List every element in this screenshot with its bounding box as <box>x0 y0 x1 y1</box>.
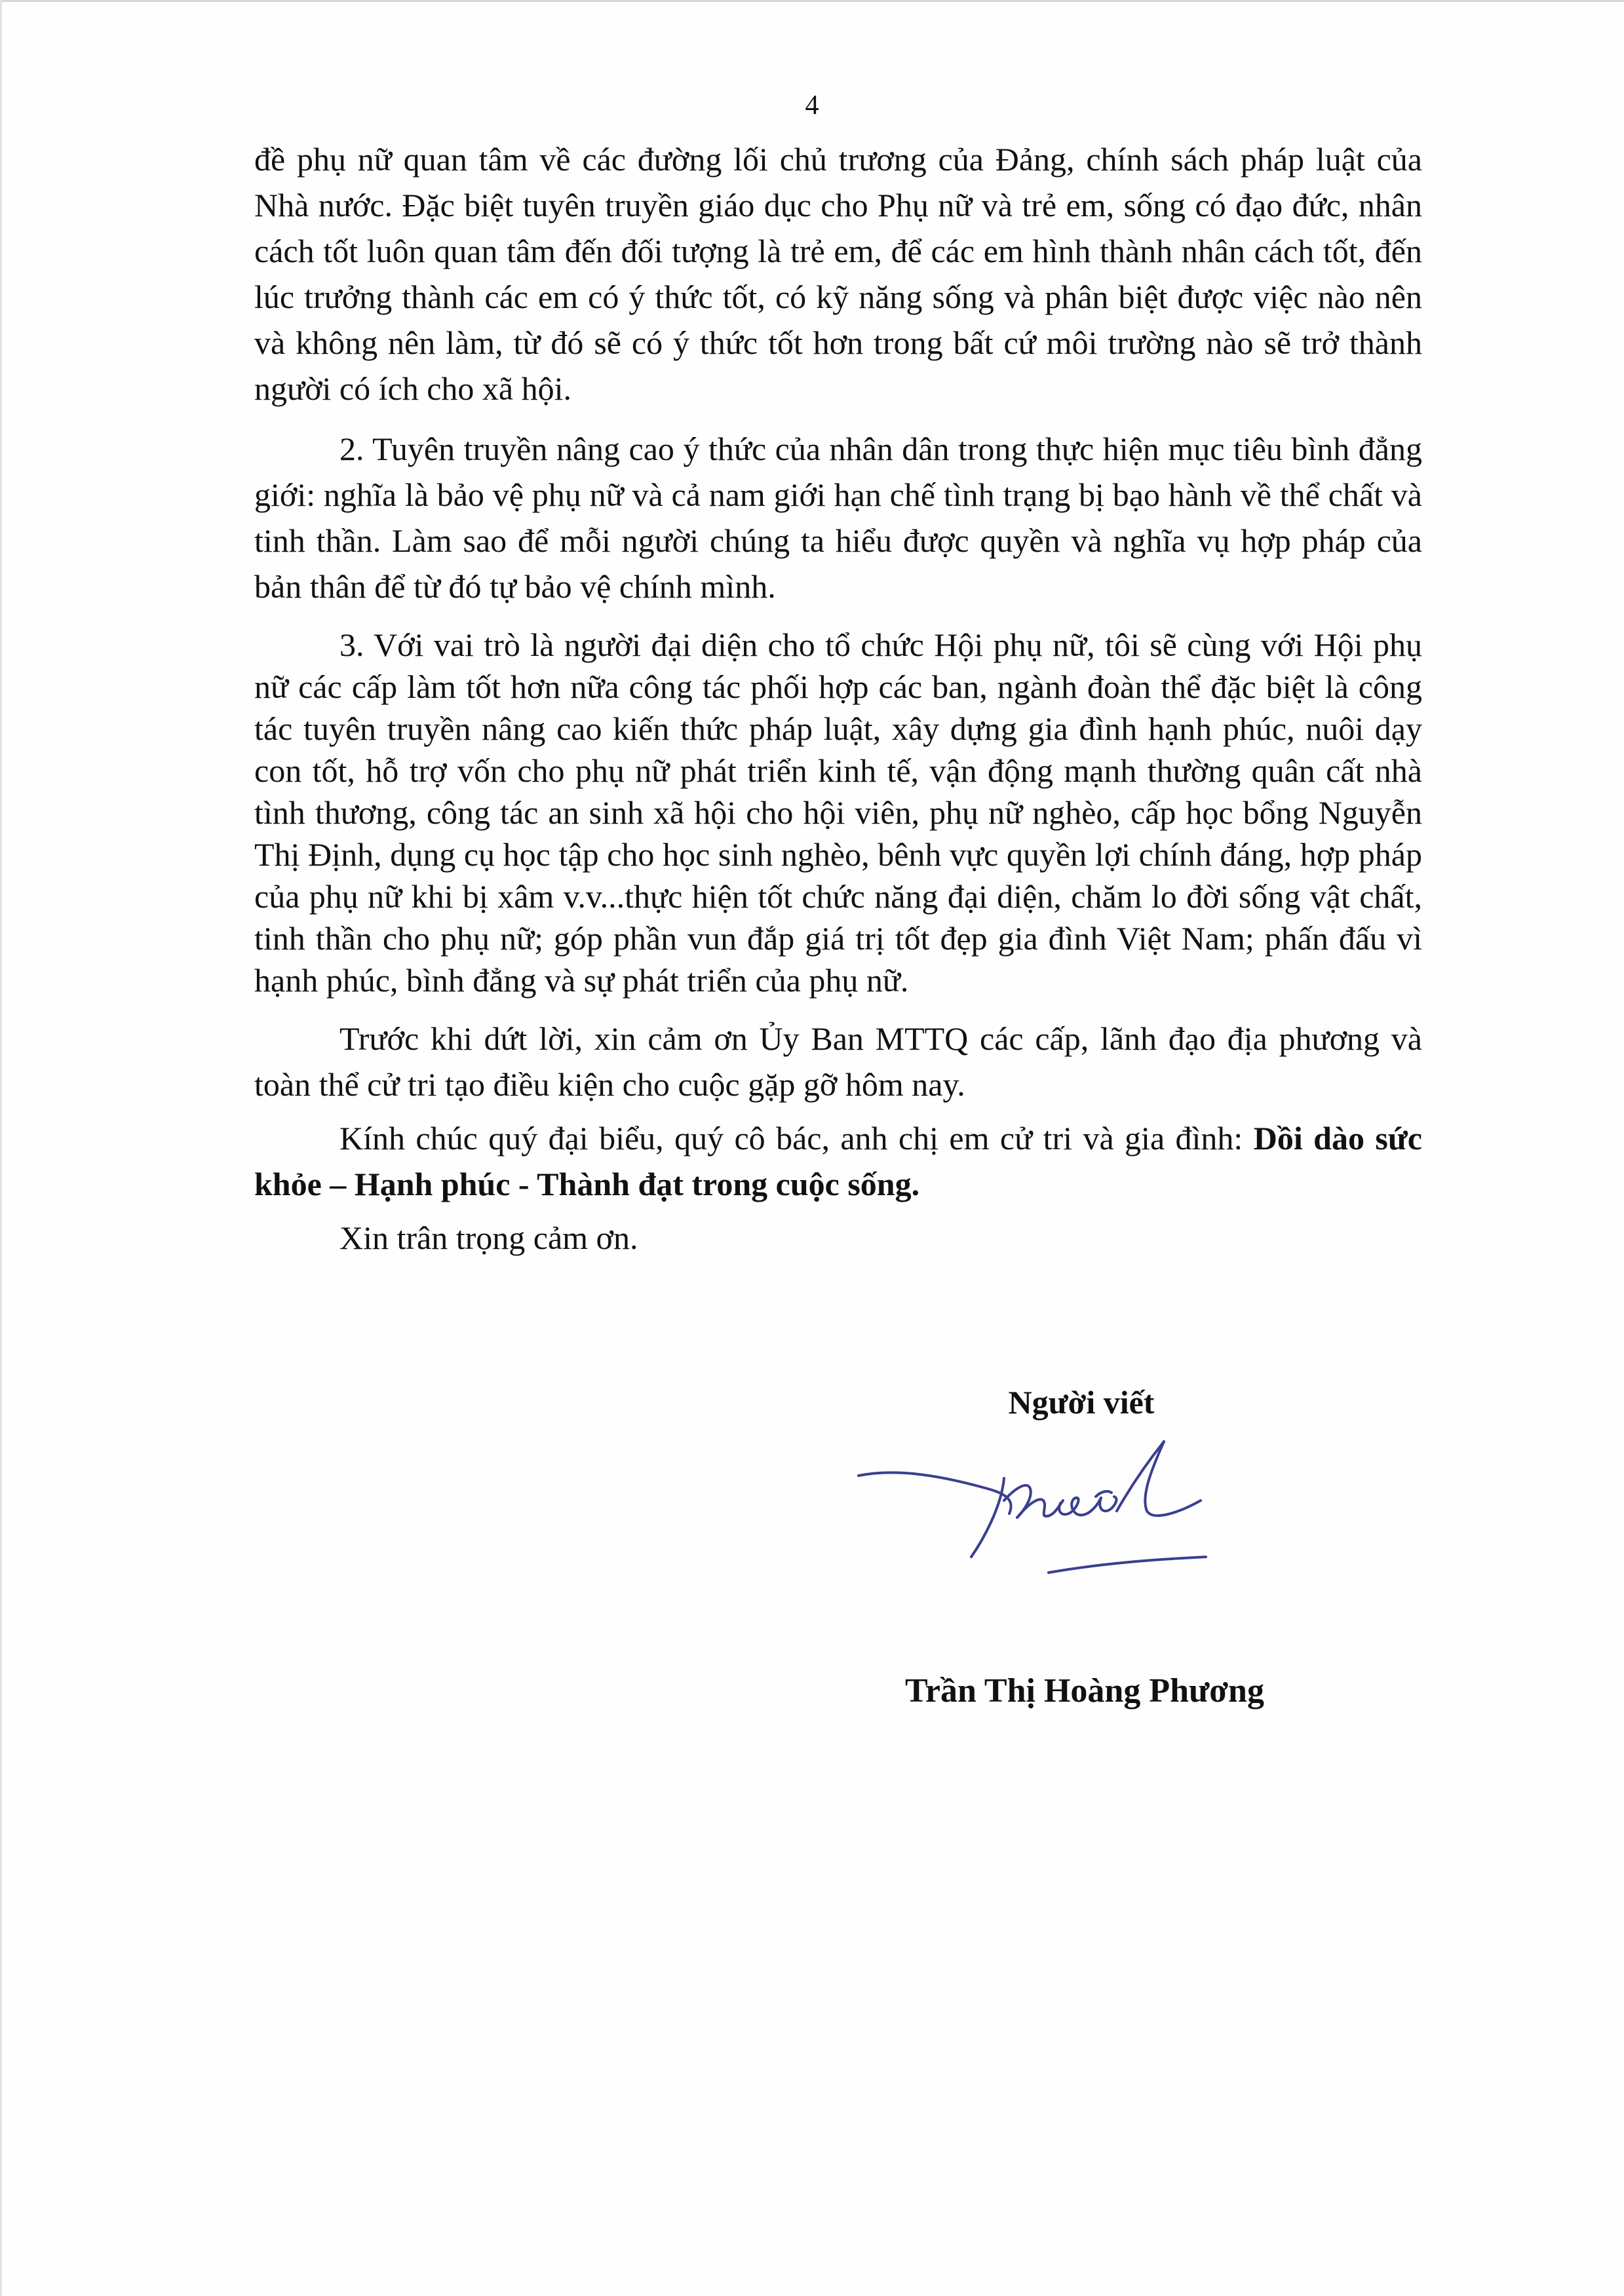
paragraph-5 <box>254 1115 1422 1207</box>
handwritten-signature <box>852 1435 1219 1579</box>
scan-edge-top <box>0 0 1624 2</box>
writer-label: Người viết <box>1008 1384 1155 1421</box>
signature-block <box>839 1383 1363 1750</box>
scan-edge-left <box>0 0 2 2296</box>
signer-name: Trần Thị Hoàng Phương <box>905 1672 1264 1710</box>
paragraph-2: 2. Tuyên truyền nâng cao ý thức của nhân dân trong thực hiện mục tiêu bình đẳng giới: nghĩa là bảo vệ phụ nữ và cả nam giới hạn chế tình trạng bị bạo hành về thể chất và tinh thần. Làm sao để mỗi người chúng ta hiểu được quyền và nghĩa vụ hợp pháp của bản thân để từ đó tự bảo vệ chính mình. <box>254 430 1422 605</box>
closing-wish-bold: Dồi dào sức khỏe – Hạnh phúc - Thành đạt trong cuộc sống. <box>254 1120 1423 1202</box>
paragraph-4: Trước khi dứt lời, xin cảm ơn Ủy Ban MTTQ các cấp, lãnh đạo địa phương và toàn thể cử tri tạo điều kiện cho cuộc gặp gỡ hôm nay. <box>254 1020 1422 1103</box>
letter-body <box>254 136 1422 1261</box>
paragraph-6: Xin trân trọng cảm ơn. <box>339 1219 638 1256</box>
page-number: 4 <box>805 90 819 121</box>
signature-strokes <box>859 1442 1206 1573</box>
closing-wish-text: Kính chúc quý đại biểu, quý cô bác, anh chị em cử tri và gia đình: <box>339 1120 1254 1157</box>
paragraph-3: 3. Với vai trò là người đại diện cho tổ chức Hội phụ nữ, tôi sẽ cùng với Hội phụ nữ các cấp làm tốt hơn nữa công tác phối hợp các ban, ngành đoàn thể đặc biệt là công tác tuyên truyền nâng cao kiến thức pháp luật, xây dựng gia đình hạnh phúc, nuôi dạy con tốt, hỗ trợ vốn cho phụ nữ phát triển kinh tế, vận động mạnh thường quân cất nhà tình thương, công tác an sinh xã hội cho hội viên, phụ nữ nghèo, cấp học bổng Nguyễn Thị Định, dụng cụ học tập cho học sinh nghèo, bênh vực quyền lợi chính đáng, hợp pháp của phụ nữ khi bị xâm v.v...thực hiện tốt chức năng đại diện, chăm lo đời sống vật chất, tinh thần cho phụ nữ; góp phần vun đắp giá trị tốt đẹp gia đình Việt Nam; phấn đấu vì hạnh phúc, bình đẳng và sự phát triển của phụ nữ. <box>254 626 1422 999</box>
paragraph-1: đề phụ nữ quan tâm về các đường lối chủ trương của Đảng, chính sách pháp luật của Nhà nước. Đặc biệt tuyên truyền giáo dục cho Phụ nữ và trẻ em, sống có đạo đức, nhân cách tốt luôn quan tâm đến đối tượng là trẻ em, để các em hình thành nhân cách tốt, đến lúc trưởng thành các em có ý thức tốt, có kỹ năng sống và phân biệt được việc nào nên và không nên làm, từ đó sẽ có ý thức tốt hơn trong bất cứ môi trường nào sẽ trở thành người có ích cho xã hội. <box>254 141 1422 407</box>
